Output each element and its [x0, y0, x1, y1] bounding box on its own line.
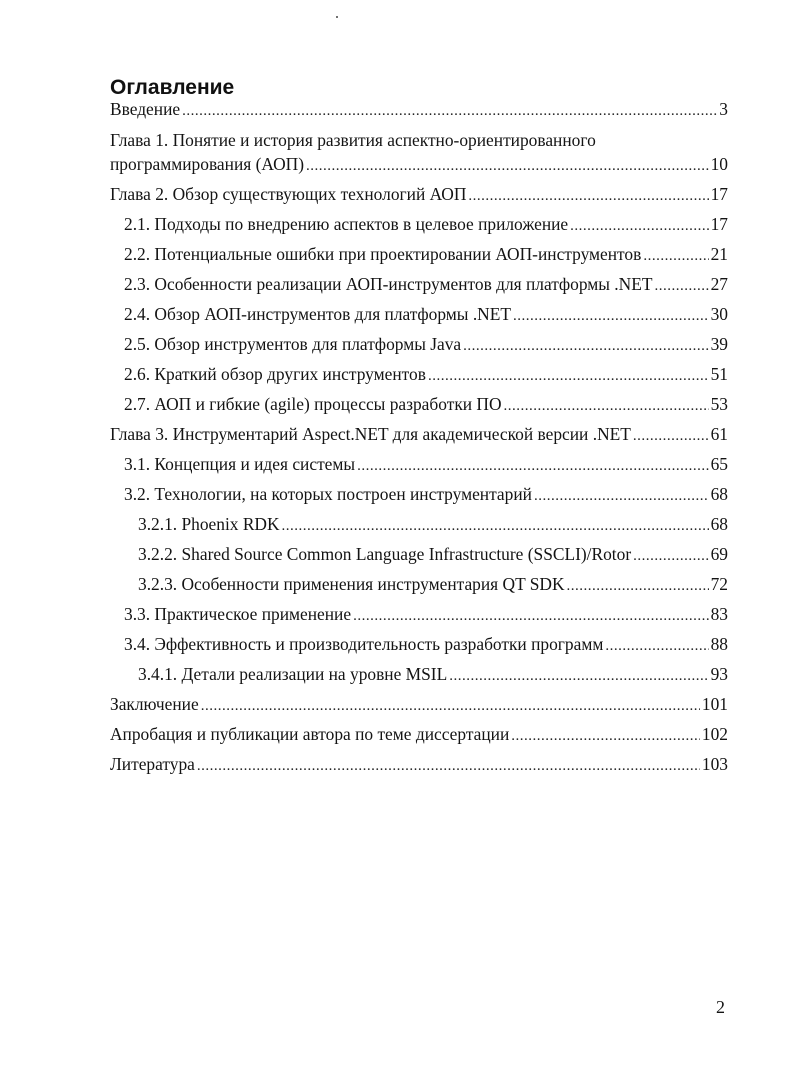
toc-entry-3-3[interactable] — [124, 603, 728, 627]
toc-entry-label: 3.2.3. Особенности применения инструментария QT SDK — [138, 574, 565, 594]
leader-dots — [201, 695, 700, 717]
toc-entry-page: 30 — [710, 304, 728, 324]
toc-entry-page: 68 — [710, 484, 728, 504]
toc-entry-page: 53 — [710, 394, 728, 414]
toc-entry-page: 21 — [710, 244, 728, 264]
toc-entry-page: 61 — [710, 424, 728, 444]
toc-entry-2-4[interactable] — [124, 303, 728, 327]
toc-entry-page: 3 — [719, 99, 728, 119]
toc-entry-3-2-2[interactable] — [138, 543, 728, 567]
toc-entry-label: 3.2. Технологии, на которых построен инструментарий — [124, 484, 532, 504]
leader-dots — [511, 725, 700, 747]
leader-dots — [306, 155, 709, 177]
toc-entry-label: 3.2.2. Shared Source Common Language Infrastructure (SSCLI)/Rotor — [138, 544, 632, 564]
toc-entry-page: 10 — [710, 154, 728, 174]
toc-entry-page: 83 — [710, 604, 728, 624]
leader-dots — [197, 755, 700, 777]
leader-dots — [282, 515, 709, 537]
leader-dots — [513, 305, 709, 327]
toc-entry-label: Литература — [110, 754, 195, 774]
toc-entry-label: 2.3. Особенности реализации АОП-инструментов для платформы .NET — [124, 274, 653, 294]
toc-entry-conclusion[interactable] — [110, 693, 728, 717]
toc-entry-page: 68 — [710, 514, 728, 534]
toc-entry-page: 65 — [710, 454, 728, 474]
toc-entry-page: 17 — [710, 184, 728, 204]
toc-entry-2-6[interactable] — [124, 363, 728, 387]
leader-dots — [182, 100, 717, 122]
toc-entry-label: 2.6. Краткий обзор других инструментов — [124, 364, 426, 384]
toc-entry-page: 27 — [710, 274, 728, 294]
toc-entry-3-2[interactable] — [124, 483, 728, 507]
toc-entry-label: программирования (АОП) — [110, 154, 305, 174]
leader-dots — [468, 185, 708, 207]
toc-entry-label: 3.4. Эффективность и производительность разработки программ — [124, 634, 604, 654]
toc-entry-label: 2.2. Потенциальные ошибки при проектировании АОП-инструментов — [124, 244, 642, 264]
toc-entry-label: Глава 3. Инструментарий Aspect.NET для академической версии .NET — [110, 424, 631, 444]
leader-dots — [357, 455, 709, 477]
toc-entry-3-1[interactable] — [124, 453, 728, 477]
toc-entry-2-2[interactable] — [124, 243, 728, 267]
toc-entry-page: 103 — [701, 754, 728, 774]
toc-entry-page: 102 — [701, 724, 728, 744]
toc-entry-page: 101 — [701, 694, 728, 714]
toc-entry-chapter2[interactable] — [110, 183, 728, 207]
toc-entry-page: 72 — [710, 574, 728, 594]
toc-entry-label: 3.1. Концепция и идея системы — [124, 454, 356, 474]
toc-entry-chapter3[interactable] — [110, 423, 728, 447]
toc-entry-3-2-1[interactable] — [138, 513, 728, 537]
toc-entry-label: 3.3. Практическое применение — [124, 604, 352, 624]
leader-dots — [534, 485, 709, 507]
leader-dots — [428, 365, 709, 387]
toc-entry-literature[interactable] — [110, 753, 728, 777]
toc-entry-label: 2.1. Подходы по внедрению аспектов в целевое приложение — [124, 214, 569, 234]
toc-entry-2-7[interactable] — [124, 393, 728, 417]
toc-entry-label: Введение — [110, 99, 181, 119]
toc-entry-page: 51 — [710, 364, 728, 384]
toc-entry-label: Глава 2. Обзор существующих технологий АОП — [110, 184, 467, 204]
toc-entry-label: Апробация и публикации автора по теме диссертации — [110, 724, 510, 744]
toc-entry-label: Заключение — [110, 694, 199, 714]
page-number: 2 — [716, 997, 725, 1017]
leader-dots — [449, 665, 708, 687]
leader-dots — [353, 605, 709, 627]
toc-entry-label: 2.5. Обзор инструментов для платформы Java — [124, 334, 462, 354]
toc-entry-label: 2.4. Обзор АОП-инструментов для платформы .NET — [124, 304, 511, 324]
toc-entry-3-2-3[interactable] — [138, 573, 728, 597]
leader-dots — [504, 395, 709, 417]
toc-entry-2-3[interactable] — [124, 273, 728, 297]
page-title: Оглавление — [110, 76, 235, 99]
leader-dots — [567, 575, 709, 597]
leader-dots — [463, 335, 708, 357]
leader-dots — [643, 245, 708, 267]
leader-dots — [570, 215, 708, 237]
toc-entry-chapter1-line1: Глава 1. Понятие и история развития аспектно-ориентированного — [110, 130, 596, 150]
toc-entry-2-5[interactable] — [124, 333, 728, 357]
toc-entry-chapter1[interactable] — [110, 153, 728, 177]
leader-dots — [633, 425, 709, 447]
toc-entry-2-1[interactable] — [124, 213, 728, 237]
toc-entry-publications[interactable] — [110, 723, 728, 747]
toc-entry-page: 69 — [710, 544, 728, 564]
leader-dots — [654, 275, 708, 297]
toc-entry-introduction[interactable] — [110, 98, 728, 122]
toc-entry-page: 88 — [710, 634, 728, 654]
toc-entry-page: 17 — [710, 214, 728, 234]
toc-entry-page: 93 — [710, 664, 728, 684]
toc-entry-page: 39 — [710, 334, 728, 354]
leader-dots — [605, 635, 708, 657]
leader-dots — [633, 545, 708, 567]
toc-entry-label: 3.2.1. Phoenix RDK — [138, 514, 280, 534]
toc-entry-label: 2.7. АОП и гибкие (agile) процессы разработки ПО — [124, 394, 502, 414]
toc-entry-label: 3.4.1. Детали реализации на уровне MSIL — [138, 664, 448, 684]
toc-entry-3-4-1[interactable] — [138, 663, 728, 687]
scan-speck — [336, 16, 338, 18]
toc-entry-3-4[interactable] — [124, 633, 728, 657]
